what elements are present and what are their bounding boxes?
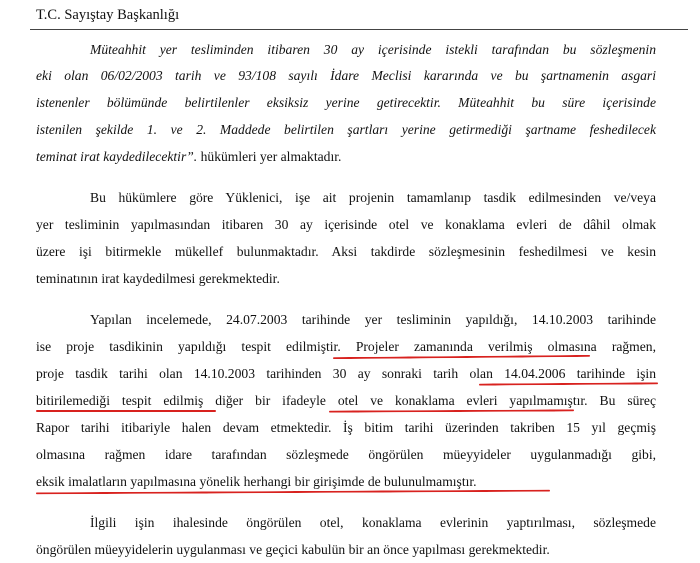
quote-line-3: istenenler bölümünde belirtilenler eksiksiz yerine getirecektir. Müteahhit bu süre içerisinde <box>36 95 656 110</box>
quote-line-2: eki olan 06/02/2003 tarih ve 93/108 sayılı İdare Meclisi kararında ve bu şartnamenin asgari <box>36 68 656 83</box>
para2-line-4: teminatının irat kaydedilmesi gerekmektedir. <box>36 271 280 286</box>
quote-end: teminat irat kaydedilecektir”. <box>36 149 198 164</box>
red-underline-bitirilemedigi <box>36 410 216 412</box>
quote-line-1: Müteahhit yer tesliminden itibaren 30 ay içerisinde istekli tarafından bu sözleşmenin <box>90 42 656 57</box>
red-underline-tarih <box>479 382 658 385</box>
quote-line-5 <box>36 148 656 166</box>
para2-line-3: üzere işi bitirmekle mükellef bulunmaktadır. Aksi takdirde sözleşmesinin feshedilmesi ve kesin <box>36 244 656 259</box>
para4-line-1: İlgili işin ihalesinde öngörülen otel, konaklama evlerinin yaptırılması, sözleşmede <box>90 515 656 530</box>
para2-line-2: yer tesliminin yapılmasından itibaren 30 ay içerisinde otel ve konaklama evleri de dâhil olmak <box>36 217 656 232</box>
quote-line-4: istenilen şekilde 1. ve 2. Maddede belirtilen şartları yerine getirmediği şartname feshedilecek <box>36 122 656 137</box>
quote-trailer: hükümleri yer almaktadır. <box>197 149 342 164</box>
para3-line-7: eksik imalatların yapılmasına yönelik herhangi bir girişimde de bulunulmamıştır. <box>36 474 477 489</box>
para3-line-6: olmasına rağmen idare tarafından sözleşmede öngörülen müeyyideler uygulanmadığı gibi, <box>36 447 656 462</box>
red-underline-otel <box>329 409 574 412</box>
para3-line-1: Yapılan incelemede, 24.07.2003 tarihinde yer tesliminin yapıldığı, 14.10.2003 tarihinde <box>90 312 656 327</box>
para3-line-4: bitirilemediği tespit edilmiş diğer bir ifadeyle otel ve konaklama evleri yapılmamıştır. Bu süreç <box>36 393 656 408</box>
para3-line-5: Rapor tarihi itibariyle halen devam etmektedir. İş bitim tarihi üzerinden takriben 15 yıl geçmiş <box>36 420 656 435</box>
header-rule <box>30 29 688 30</box>
para4-line-2: öngörülen müeyyidelerin uygulanması ve geçici kabulün bir an önce yapılması gerekmektedir. <box>36 542 550 557</box>
para3-line-3: proje tasdik tarihi olan 14.10.2003 tarihinden 30 ay sonraki tarih olan 14.04.2006 tarihinde işin <box>36 366 656 381</box>
para2-line-1: Bu hükümlere göre Yüklenici, işe ait projenin tamamlanıp tasdik edilmesinden ve/veya <box>90 190 656 205</box>
institution-header: T.C. Sayıştay Başkanlığı <box>36 7 180 23</box>
para3-line-2: ise proje tasdikinin yapıldığı tespit edilmiştir. Projeler zamanında verilmiş olmasına rağmen, <box>36 339 656 354</box>
